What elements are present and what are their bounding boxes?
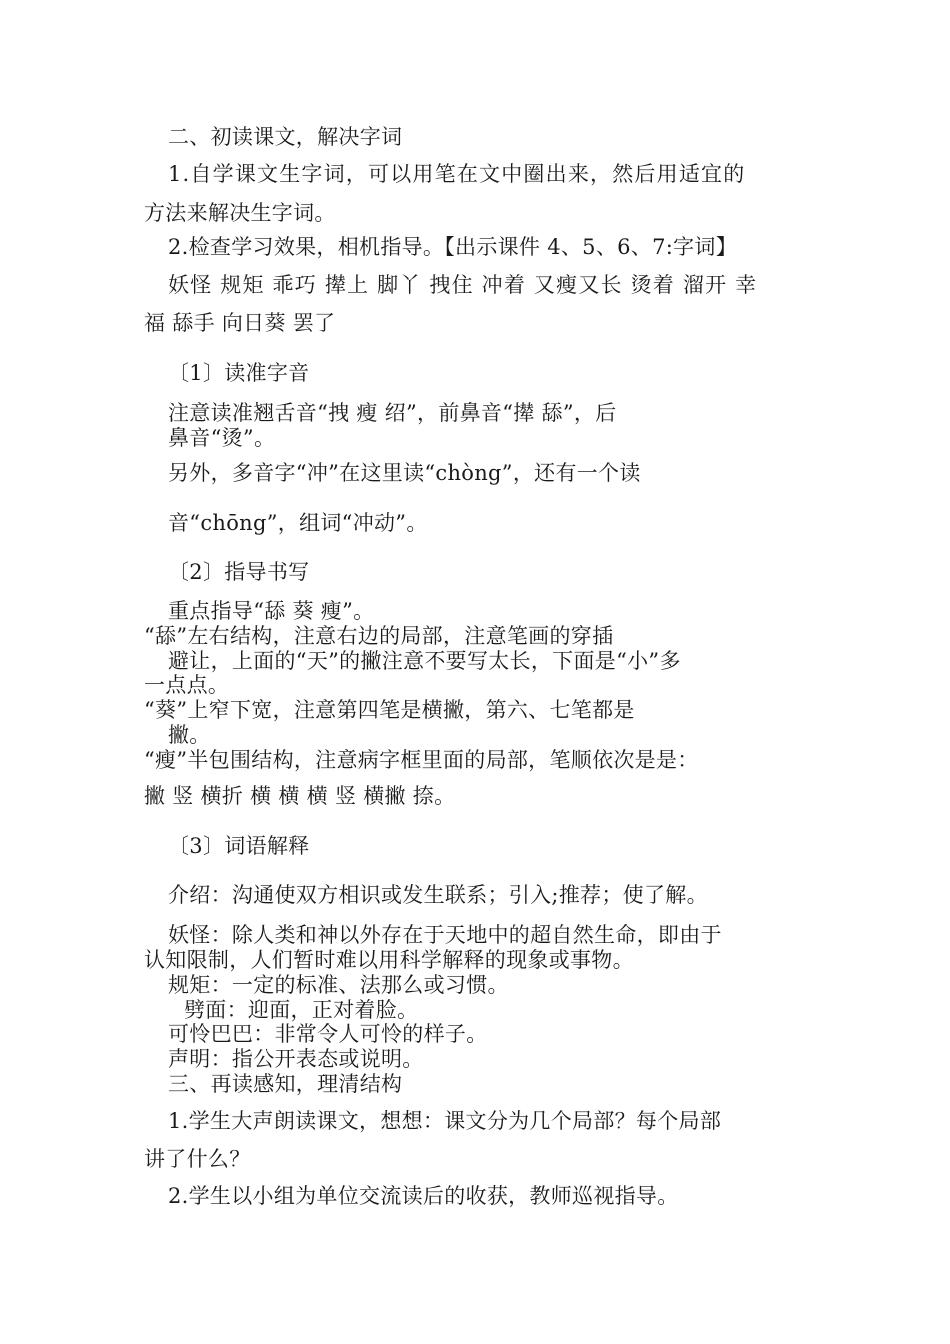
paragraph-line: 另外，多音字“冲”在这里读“chòng”，还有一个读 (168, 461, 641, 485)
subheading-writing: 〔2〕指导书写 (168, 560, 310, 584)
definition-line: 可怜巴巴：非常令人可怜的样子。 (168, 1022, 488, 1046)
section-heading-first-reading: 二、初读课文，解决字词 (168, 125, 403, 149)
vocabulary-line: 妖怪 规矩 乖巧 撵上 脚丫 拽住 冲着 又瘦又长 烫着 溜开 幸 (168, 273, 758, 297)
subheading-pronunciation: 〔1〕读准字音 (168, 361, 310, 385)
paragraph-line: 讲了什么？ (144, 1147, 251, 1171)
definition-line: 劈面：迎面，正对着脸。 (184, 998, 419, 1022)
definition-line: 妖怪：除人类和神以外存在于天地中的超自然生命，即由于 (168, 923, 722, 947)
paragraph-line: 2.学生以小组为单位交流读后的收获，教师巡视指导。 (168, 1184, 679, 1208)
definition-line: 规矩：一定的标准、法那么或习惯。 (168, 973, 509, 997)
vocabulary-line: 福 舔手 向日葵 罢了 (144, 311, 336, 335)
paragraph-line: 撇 竖 横折 横 横 横 竖 横撇 捺。 (144, 784, 456, 808)
paragraph-line: 音“chōng”，组词“冲动”。 (168, 511, 428, 535)
definition-line: 认知限制，人们暂时难以用科学解释的现象或事物。 (144, 948, 634, 972)
paragraph-line: 鼻音“烫”。 (168, 426, 276, 450)
paragraph-line: “瘦”半包围结构，注意病字框里面的局部，笔顺依次是是： (144, 748, 699, 772)
paragraph-line: 注意读准翘舌音“拽 瘦 绍”，前鼻音“撵 舔”，后 (168, 401, 617, 425)
paragraph-line: 避让，上面的“天”的撇注意不要写太长，下面是“小”多 (168, 649, 681, 673)
definition-line: 介绍：沟通使双方相识或发生联系；引入;推荐；使了解。 (168, 883, 708, 907)
paragraph-line: 方法来解决生字词。 (144, 201, 336, 225)
paragraph-line: 重点指导“舔 葵 瘦”。 (168, 599, 375, 623)
paragraph-line: 2.检查学习效果，相机指导。【出示课件 4、5、6、7:字词】 (168, 235, 738, 259)
paragraph-line: 撇。 (168, 723, 211, 747)
paragraph-line: “舔”左右结构，注意右边的局部，注意笔画的穿插 (144, 624, 614, 648)
paragraph-line: 一点点。 (144, 673, 230, 697)
paragraph-line: 1.学生大声朗读课文，想想：课文分为几个局部？每个局部 (168, 1109, 722, 1133)
section-heading-second-reading: 三、再读感知，理清结构 (168, 1072, 403, 1096)
subheading-word-meanings: 〔3〕词语解释 (168, 834, 310, 858)
paragraph-line: 1.自学课文生字词，可以用笔在文中圈出来，然后用适宜的 (168, 162, 746, 186)
definition-line: 声明：指公开表态或说明。 (168, 1047, 424, 1071)
paragraph-line: “葵”上窄下宽，注意第四笔是横撇，第六、七笔都是 (144, 698, 635, 722)
